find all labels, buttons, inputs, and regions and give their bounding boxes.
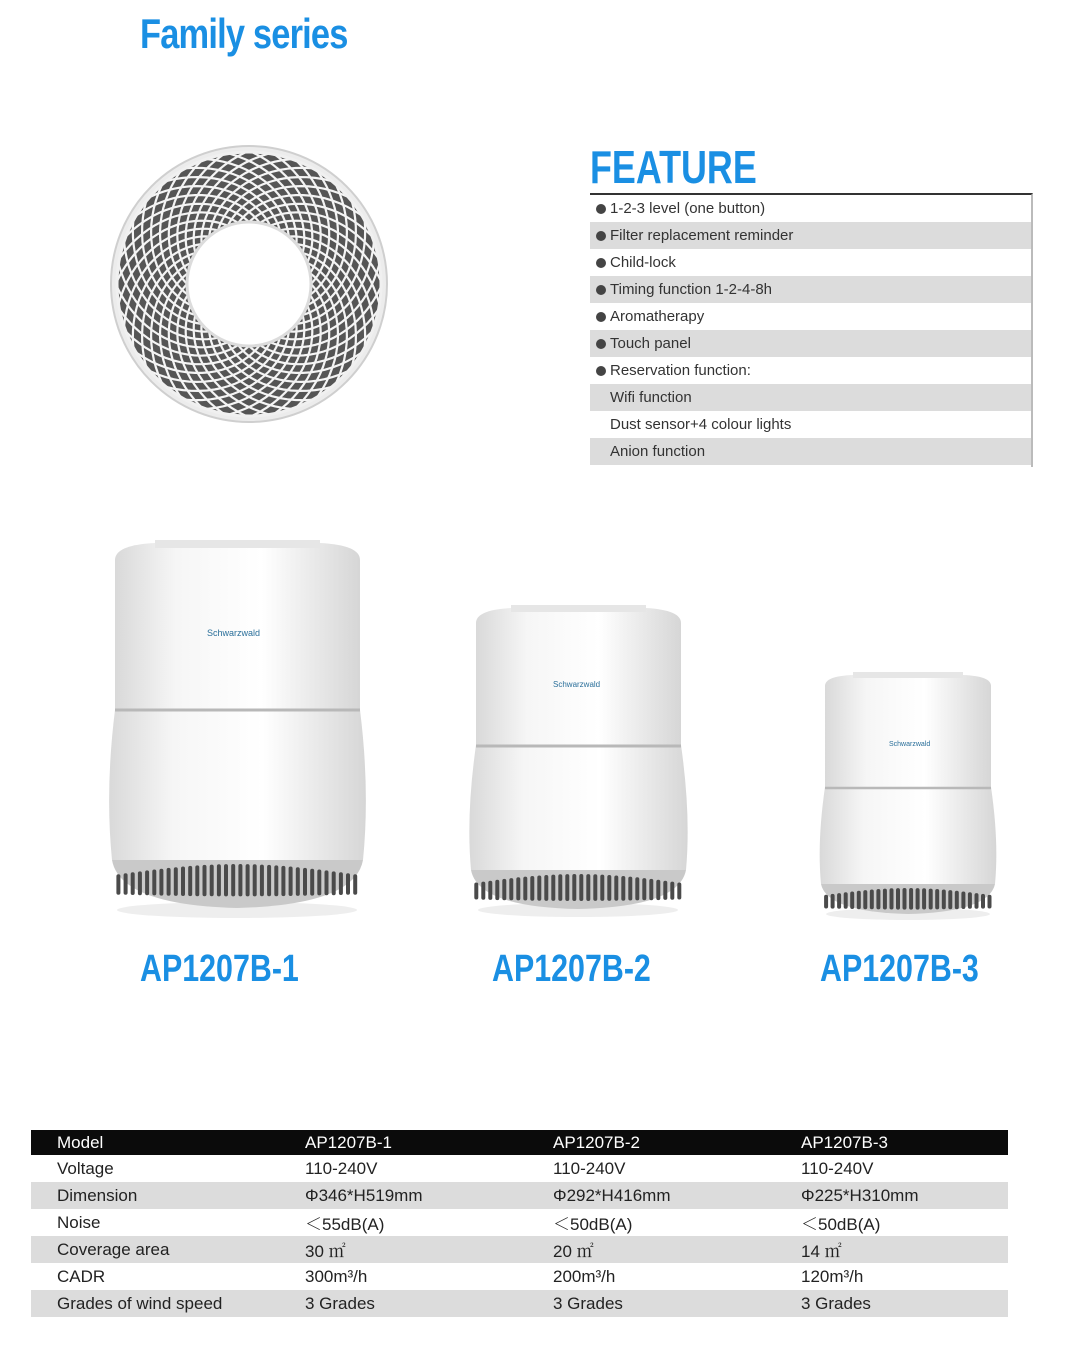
table-cell: Grades of wind speed — [57, 1293, 223, 1313]
feature-item-label: Reservation function: — [610, 362, 751, 379]
feature-title: FEATURE — [590, 141, 757, 193]
table-cell: ＜50dB(A) — [801, 1215, 881, 1234]
table-row — [31, 1236, 1008, 1263]
table-cell: Dimension — [57, 1185, 138, 1205]
model-label-2: AP1207B-2 — [492, 948, 651, 990]
table-cell: CADR — [57, 1266, 106, 1286]
column-header: AP1207B-3 — [801, 1132, 888, 1152]
table-cell: Φ225*H310mm — [801, 1185, 919, 1205]
table-cell: 110-240V — [553, 1158, 626, 1178]
bullet-icon — [596, 285, 606, 295]
feature-item-label: Filter replacement reminder — [610, 227, 794, 244]
feature-item — [590, 249, 1031, 276]
table-cell: Coverage area — [57, 1239, 170, 1259]
feature-item — [590, 330, 1031, 357]
feature-item — [590, 303, 1031, 330]
table-cell: Noise — [57, 1212, 101, 1232]
table-cell: ＜55dB(A) — [305, 1215, 385, 1234]
feature-item — [590, 276, 1031, 303]
table-cell: 120m³/h — [801, 1266, 864, 1286]
bullet-icon — [596, 258, 606, 268]
table-row — [31, 1209, 1008, 1236]
model-label-3: AP1207B-3 — [820, 948, 979, 990]
purifier-top-view-image — [108, 143, 390, 425]
table-row — [31, 1182, 1008, 1209]
table-row — [31, 1263, 1008, 1290]
table-cell: 110-240V — [305, 1158, 378, 1178]
model-label-1: AP1207B-1 — [140, 948, 299, 990]
feature-list — [590, 193, 1033, 467]
table-cell: ＜50dB(A) — [553, 1215, 633, 1234]
feature-item-label: Aromatherapy — [610, 308, 705, 325]
table-cell: 110-240V — [801, 1158, 874, 1178]
table-cell: 200m³/h — [553, 1266, 616, 1286]
table-cell: 3 Grades — [305, 1293, 375, 1313]
table-cell: Voltage — [57, 1158, 114, 1178]
column-header: AP1207B-1 — [305, 1132, 392, 1152]
column-header: Model — [57, 1132, 104, 1152]
table-row — [31, 1290, 1008, 1317]
bullet-icon — [596, 366, 606, 376]
table-cell: 3 Grades — [553, 1293, 623, 1313]
feature-item-label: Touch panel — [610, 335, 691, 352]
feature-item-label: Anion function — [610, 443, 706, 460]
feature-item — [590, 357, 1031, 384]
table-header-row — [31, 1130, 1008, 1155]
table-cell: 3 Grades — [801, 1293, 871, 1313]
svg-text:Schwarzwald: Schwarzwald — [553, 680, 601, 689]
bullet-icon — [596, 339, 606, 349]
product-image-medium — [461, 605, 696, 920]
product-image-large — [95, 540, 380, 920]
feature-item — [590, 222, 1031, 249]
table-cell: Φ292*H416mm — [553, 1185, 671, 1205]
feature-item-label: Dust sensor+4 colour lights — [610, 416, 792, 433]
column-header: AP1207B-2 — [553, 1132, 640, 1152]
feature-item-label: Child-lock — [610, 254, 676, 271]
feature-item — [590, 384, 1031, 411]
feature-item — [590, 438, 1031, 465]
feature-item-label: Wifi function — [610, 389, 692, 406]
table-cell: 14 ㎡ — [801, 1242, 842, 1261]
page-title: Family series — [140, 10, 348, 57]
table-cell: 20 ㎡ — [553, 1242, 594, 1261]
feature-item — [590, 195, 1031, 222]
table-cell: 30 ㎡ — [305, 1242, 346, 1261]
product-image-small — [813, 672, 1003, 922]
feature-item-label: Timing function 1-2-4-8h — [610, 281, 773, 298]
bullet-icon — [596, 231, 606, 241]
bullet-icon — [596, 312, 606, 322]
table-cell: Φ346*H519mm — [305, 1185, 423, 1205]
table-row — [31, 1155, 1008, 1182]
feature-item-label: 1-2-3 level (one button) — [610, 200, 766, 217]
svg-text:Schwarzwald: Schwarzwald — [207, 628, 261, 638]
svg-text:Schwarzwald: Schwarzwald — [889, 741, 931, 748]
table-cell: 300m³/h — [305, 1266, 368, 1286]
bullet-icon — [596, 204, 606, 214]
feature-item — [590, 411, 1031, 438]
spec-table — [31, 1130, 1008, 1317]
